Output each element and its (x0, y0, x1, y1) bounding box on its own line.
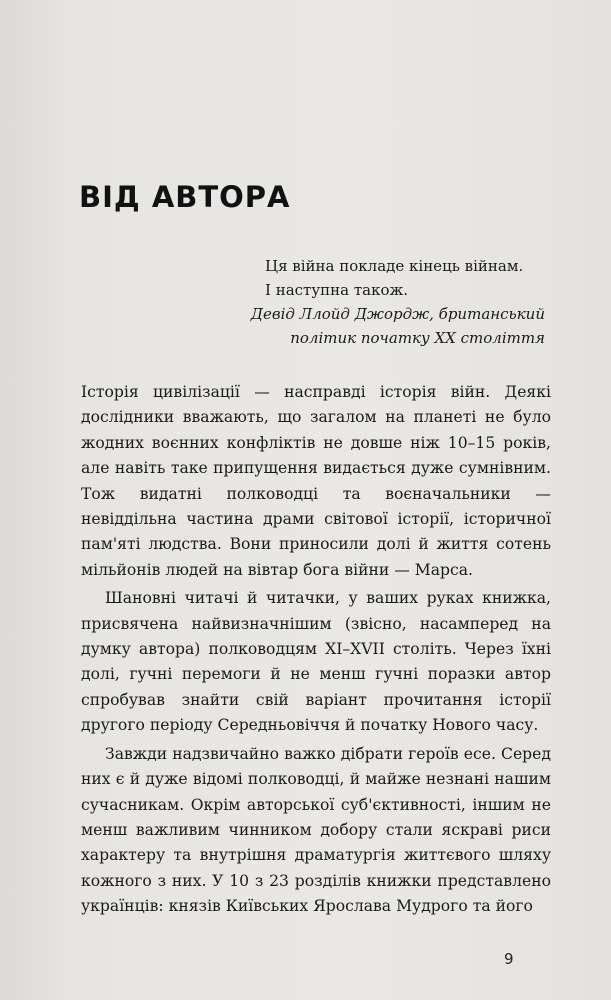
epigraph (225, 254, 545, 350)
page-number: 9 (504, 950, 514, 968)
epigraph-attribution-line-2: політик початку XX століття (290, 329, 545, 347)
paragraph: Історія цивілізації — насправді історія війн. Деякі дослідники вважають, що загалом на планеті не було жодних воєнних конфліктів не довше ніж 10–15 років, але навіть таке припущення видається дуже сумнівним. Тож видатні полководці та воєначальники — невіддільна частина драми світової історії, історичної пам'яті людства. Вони приносили долі й життя сотень мільйонів людей на вівтар бога війни — Марса. (81, 383, 551, 579)
paragraph: Завжди надзвичайно важко дібрати героїв есе. Серед них є й дуже відомі полководці, й майже незнані нашим сучасникам. Окрім авторської суб'єктивності, іншим не менш важливим чинником добору стали яскраві риси характеру та внутрішня драматургія життєвого шляху кожного з них. У 10 з 23 розділів книжки представлено українців: князів Київських Ярослава Мудрого та його (81, 744, 551, 916)
chapter-heading: ВІД АВТОРА (79, 180, 291, 214)
body-text (81, 380, 551, 923)
epigraph-quote-line-1: Ця війна покладе кінець війнам. (265, 257, 524, 275)
epigraph-quote-line-2: І наступна також. (265, 281, 409, 299)
epigraph-attribution-line-1: Девід Ллойд Джордж, британський (250, 305, 545, 323)
paragraph: Шановні читачі й читачки, у ваших руках книжка, присвячена найвизначнішим (звісно, насамперед на думку автора) полководцям XI–XVII століть. Через їхні долі, гучні перемоги й не менш гучні поразки автор спробував знайти свій варіант прочитання історії другого періоду Середньовіччя й початку Нового часу. (81, 589, 551, 735)
